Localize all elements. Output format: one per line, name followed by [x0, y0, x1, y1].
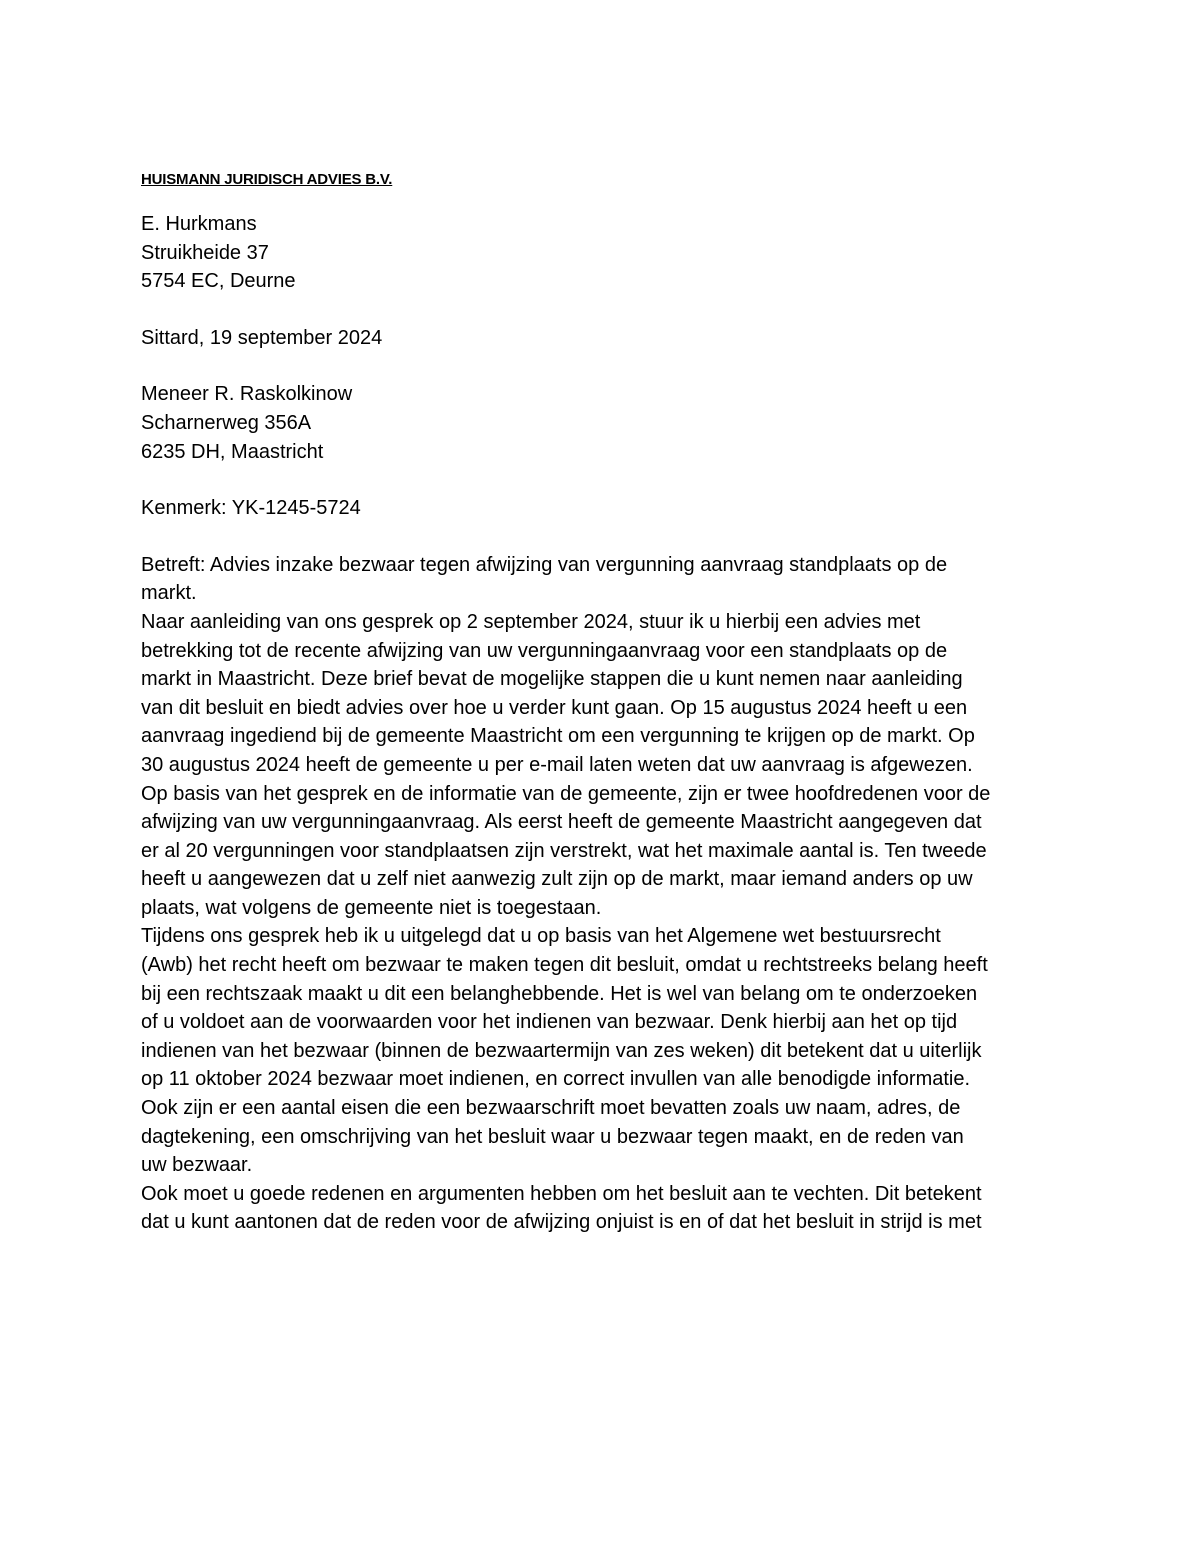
reference: [141, 494, 1081, 523]
paragraph-line: markt in Maastricht. Deze brief bevat de mogelijke stappen die u kunt nemen naar aanleiding: [141, 668, 963, 691]
paragraph-line: Naar aanleiding van ons gesprek op 2 september 2024, stuur ik u hierbij een advies met: [141, 610, 921, 633]
subject-line: Betreft: Advies inzake bezwaar tegen afwijzing van vergunning aanvraag standplaats op de: [141, 553, 948, 576]
recipient-name: Meneer R. Raskolkinow: [141, 383, 353, 406]
paragraph-line: plaats, wat volgens de gemeente niet is toegestaan.: [141, 896, 602, 919]
subject-line: markt.: [141, 582, 197, 605]
sender-street: Struikheide 37: [141, 241, 269, 264]
paragraph-line: dagtekening, een omschrijving van het besluit waar u bezwaar tegen maakt, en de reden van: [141, 1125, 964, 1148]
body-paragraph-4: [141, 1180, 1081, 1237]
body-paragraph-3: [141, 922, 1081, 1179]
recipient-street: Scharnerweg 356A: [141, 411, 312, 434]
sender-city: 5754 EC, Deurne: [141, 270, 296, 293]
paragraph-line: indienen van het bezwaar (binnen de bezwaartermijn van zes weken) dit betekent dat u uiterlijk: [141, 1039, 982, 1062]
paragraph-line: Op basis van het gesprek en de informatie van de gemeente, zijn er twee hoofdredenen voor de: [141, 782, 991, 805]
paragraph-line: Ook zijn er een aantal eisen die een bezwaarschrift moet bevatten zoals uw naam, adres, de: [141, 1097, 961, 1120]
paragraph-line: Tijdens ons gesprek heb ik u uitgelegd dat u op basis van het Algemene wet bestuursrecht: [141, 925, 941, 948]
paragraph-line: bij een rechtszaak maakt u dit een belanghebbende. Het is wel van belang om te onderzoeken: [141, 982, 978, 1005]
paragraph-line: heeft u aangewezen dat u zelf niet aanwezig zult zijn op de markt, maar iemand anders op uw: [141, 868, 973, 891]
subject: [141, 551, 1081, 608]
paragraph-line: of u voldoet aan de voorwaarden voor het indienen van bezwaar. Denk hierbij aan het op tijd: [141, 1011, 958, 1034]
paragraph-line: aanvraag ingediend bij de gemeente Maastricht om een vergunning te krijgen op de markt. Op: [141, 725, 975, 748]
company-name: HUISMANN JURIDISCH ADVIES B.V.: [141, 171, 393, 188]
place-date: [141, 324, 1081, 353]
paragraph-line: afwijzing van uw vergunningaanvraag. Als eerst heeft de gemeente Maastricht aangegeven dat: [141, 811, 982, 834]
paragraph-line: 30 augustus 2024 heeft de gemeente u per e-mail laten weten dat uw aanvraag is afgewezen.: [141, 753, 973, 776]
body-paragraph-1: [141, 608, 1081, 780]
paragraph-line: van dit besluit en biedt advies over hoe u verder kunt gaan. Op 15 augustus 2024 heeft u een: [141, 696, 968, 719]
paragraph-line: uw bezwaar.: [141, 1154, 253, 1177]
sender-address: [141, 210, 1081, 296]
body-paragraph-2: [141, 780, 1081, 923]
paragraph-line: op 11 oktober 2024 bezwaar moet indienen, en correct invullen van alle benodigde informatie.: [141, 1068, 971, 1091]
recipient-address: [141, 380, 1081, 466]
reference-text: Kenmerk: YK-1245-5724: [141, 497, 361, 520]
paragraph-line: Ook moet u goede redenen en argumenten hebben om het besluit aan te vechten. Dit betekent: [141, 1182, 982, 1205]
recipient-city: 6235 DH, Maastricht: [141, 440, 324, 463]
paragraph-line: (Awb) het recht heeft om bezwaar te maken tegen dit besluit, omdat u rechtstreeks belang heeft: [141, 954, 988, 977]
letter-content: [141, 170, 1081, 1237]
sender-name: E. Hurkmans: [141, 213, 257, 235]
paragraph-line: betrekking tot de recente afwijzing van uw vergunningaanvraag voor een standplaats op de: [141, 639, 948, 662]
place-date-text: Sittard, 19 september 2024: [141, 326, 383, 349]
paragraph-line: dat u kunt aantonen dat de reden voor de afwijzing onjuist is en of dat het besluit in strijd is met: [141, 1211, 982, 1234]
paragraph-line: er al 20 vergunningen voor standplaatsen zijn verstrekt, wat het maximale aantal is. Ten tweede: [141, 839, 987, 862]
